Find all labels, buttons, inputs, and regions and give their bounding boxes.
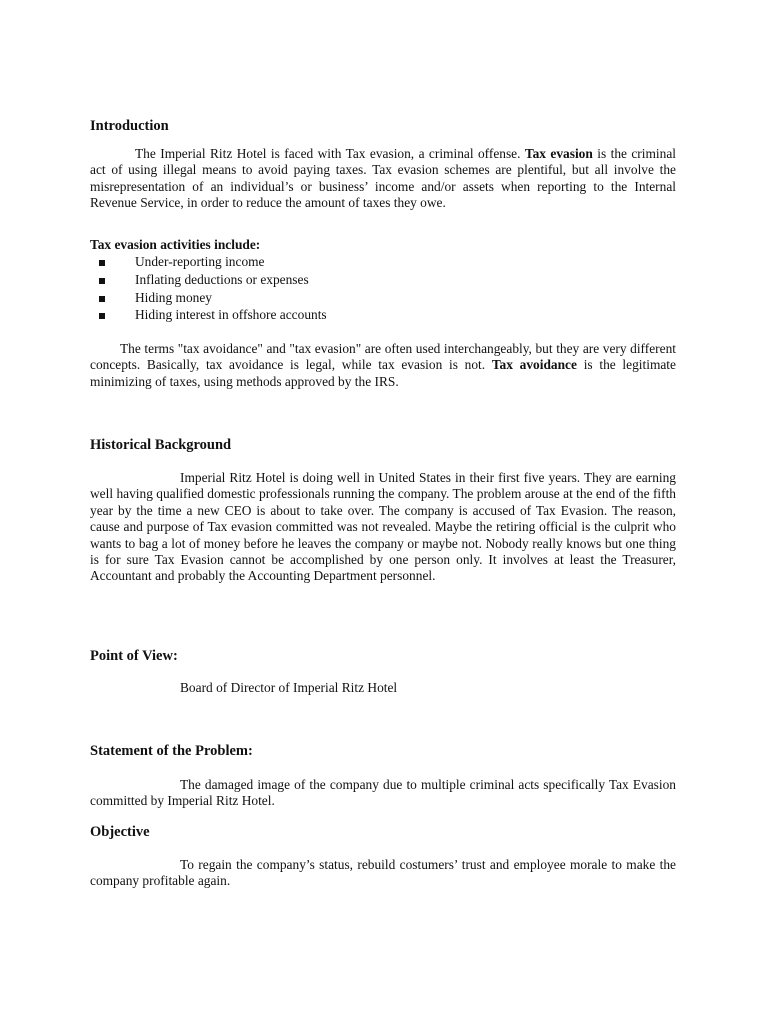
activity-list-item (90, 253, 327, 271)
introduction-heading: Introduction (90, 118, 169, 134)
introduction-text-b: is the criminal act of using illegal means to avoid paying taxes. Tax evasion schemes are plentiful, but all involve the misrepresentation of an individual’s or business’ income and/or assets when reporting to the Internal Revenue Service, in order to reduce the amount of taxes they owe. (90, 146, 676, 211)
problem-heading: Statement of the Problem: (90, 743, 253, 759)
point-of-view-text: Board of Director of Imperial Ritz Hotel (180, 680, 398, 695)
activity-label: Inflating deductions or expenses (135, 271, 309, 287)
tax-avoidance-term: Tax avoidance (491, 357, 577, 373)
introduction-text-a: The Imperial Ritz Hotel is faced with Tax evasion, a criminal offense. (135, 146, 521, 161)
historical-paragraph: Imperial Ritz Hotel is doing well in United States in their first five years. They are earning well having qualified domestic professionals running the company. The problem arouse at the end of the fifth year by the time a new CEO is about to take over. The company is accused of Tax Evasion. The reason, cause and purpose of Tax evasion committed was not revealed. Maybe the retiring official is the culprit who wants to bag a lot of money before he leaves the company or maybe not. Nobody really knows but one thing is for sure Tax Evasion cannot be accomplished by one person only. It involves at least the Treasurer, Accountant and probably the Accounting Department personnel. (90, 470, 676, 584)
activities-list (90, 253, 327, 324)
avoidance-text-b: is the legitimate minimizing of taxes, using methods approved by the IRS. (90, 357, 676, 389)
bullet-icon (99, 278, 105, 284)
historical-heading: Historical Background (90, 437, 232, 453)
bullet-icon (99, 260, 105, 266)
activity-label: Under-reporting income (135, 254, 265, 269)
introduction-paragraph (90, 146, 676, 212)
bullet-icon (99, 313, 105, 319)
activities-heading: Tax evasion activities include: (90, 237, 261, 252)
objective-paragraph: To regain the company’s status, rebuild costumers’ trust and employee morale to make the company profitable again. (90, 857, 676, 889)
activity-list-item (90, 289, 327, 307)
tax-evasion-term: Tax evasion (524, 146, 593, 161)
activity-label: Hiding money (135, 289, 212, 305)
activity-list-item (90, 306, 327, 324)
point-of-view-heading: Point of View: (90, 648, 178, 664)
objective-heading: Objective (90, 824, 150, 840)
activity-list-item (90, 271, 327, 289)
activity-label: Hiding interest in offshore accounts (135, 307, 327, 323)
problem-paragraph: The damaged image of the company due to multiple criminal acts specifically Tax Evasion committed by Imperial Ritz Hotel. (90, 777, 676, 809)
bullet-icon (99, 296, 105, 302)
avoidance-paragraph (90, 341, 676, 390)
avoidance-text-a: The terms "tax avoidance" and "tax evasion" are often used interchangeably, but they are very different concepts. Basically, tax avoidance is legal, while tax evasion is not. (90, 341, 676, 373)
